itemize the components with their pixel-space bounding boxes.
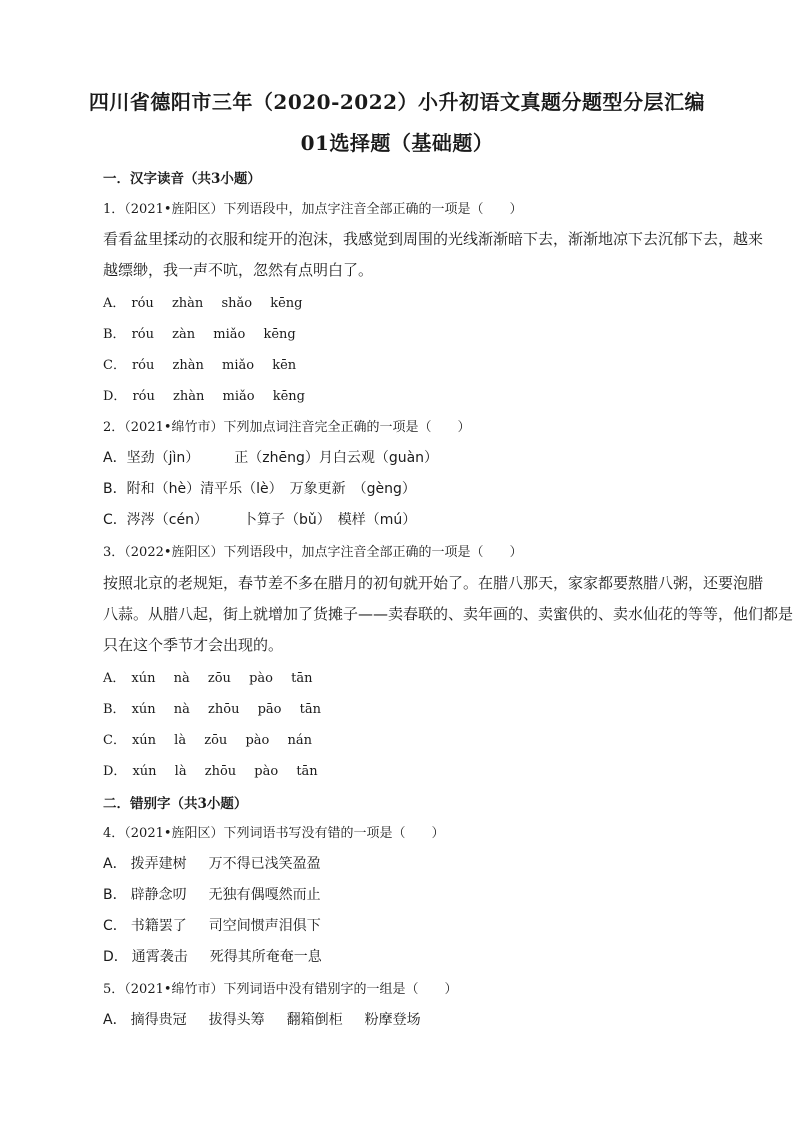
option-label: C． (103, 918, 127, 934)
pinyin-item: zhàn (173, 389, 205, 404)
question-1-option-c (103, 354, 723, 373)
pinyin-item: tān (296, 764, 318, 779)
question-1-option-d (103, 385, 723, 404)
section-heading-pronunciation: 一．汉字读音（共3小题） (103, 171, 261, 187)
question-3-option-b (103, 698, 723, 717)
question-3-passage-line2: 八蒜。从腊八起，街上就增加了货摊子——卖春联的、卖年画的、卖蜜供的、卖水仙花的等等，他们都是 (103, 605, 794, 623)
question-4-option-d (103, 946, 723, 966)
pinyin-item: pào (245, 733, 270, 748)
option-label: D． (103, 949, 128, 965)
pinyin-item: zàn (172, 327, 196, 342)
question-1-option-b (103, 323, 723, 342)
pinyin-item: tān (299, 702, 322, 717)
word-item: 拔得头筹 (208, 1012, 265, 1028)
pinyin-item: kēn (272, 358, 297, 373)
question-3-passage-line1: 按照北京的老规矩，春节差不多在腊月的初旬就开始了。在腊八那天，家家都要熬腊八粥，还要泡腊 (103, 574, 764, 592)
pinyin-item: zhōu (208, 702, 240, 717)
option-label: D． (103, 764, 127, 779)
question-4-option-a (103, 853, 723, 873)
option-label: A． (103, 450, 127, 466)
pinyin-item: shǎo (221, 296, 253, 311)
pinyin-item: pāo (257, 702, 282, 717)
question-1-option-a (103, 292, 723, 311)
word-item: 司空间惯声泪俱下 (208, 918, 321, 934)
pinyin-item: kēng (272, 389, 305, 404)
pinyin-item: róu (131, 327, 154, 342)
pinyin-item: xún (131, 733, 157, 748)
pinyin-item: nán (287, 733, 312, 748)
pinyin-item: zhōu (204, 764, 237, 779)
pinyin-item: pào (249, 671, 273, 686)
question-5-stem: 5．（2021•绵竹市）下列词语中没有错别字的一组是（ ） (103, 982, 458, 997)
pinyin-item: nà (173, 671, 190, 686)
doc-title-line1: 四川省德阳市三年（2020-2022）小升初语文真题分题型分层汇编 (88, 90, 706, 114)
pinyin-item: xún (131, 702, 156, 717)
pinyin-item: róu (132, 389, 155, 404)
question-2-option-b (103, 478, 723, 498)
question-4-stem: 4．（2021•旌阳区）下列词语书写没有错的一项是（ ） (103, 826, 445, 841)
question-4-option-b (103, 884, 723, 904)
section-heading-typos: 二．错别字（共3小题） (103, 796, 248, 812)
pinyin-item: róu (131, 358, 155, 373)
question-1-passage-line1: 看看盆里揉动的衣服和绽开的泡沫，我感觉到周围的光线渐渐暗下去，渐渐地凉下去沉郁下去，越来 (103, 230, 764, 248)
question-3-passage-line3: 只在这个季节才会出现的。 (103, 636, 284, 654)
option-text: 坚劲（jìn） 正（zhēng）月白云观（guàn） (126, 450, 439, 466)
option-text: 涔涔（cén） 卜算子（bǔ） 模样（mú） (126, 512, 417, 528)
pinyin-item: zhàn (172, 358, 204, 373)
word-item: 拨弄建树 (130, 856, 187, 872)
question-3-option-c (103, 729, 723, 748)
option-label: B． (103, 887, 127, 903)
option-label: C． (103, 358, 126, 373)
word-item: 死得其所奄奄一息 (209, 949, 322, 965)
question-1-passage-line2: 越缥缈，我一声不吭，忽然有点明白了。 (103, 261, 374, 279)
pinyin-item: miǎo (222, 358, 255, 373)
pinyin-item: zōu (204, 733, 228, 748)
word-item: 辟静念叨 (130, 887, 187, 903)
word-item: 无独有偶嘎然而止 (208, 887, 321, 903)
option-label: B． (103, 327, 126, 342)
pinyin-item: kēng (263, 327, 296, 342)
word-item: 万不得已浅笑盈盈 (208, 856, 321, 872)
question-3-option-a (103, 667, 723, 686)
option-label: A． (103, 671, 126, 686)
option-label: C． (103, 512, 127, 528)
word-item: 翻箱倒柜 (286, 1012, 343, 1028)
pinyin-item: miǎo (213, 327, 246, 342)
question-4-option-c (103, 915, 723, 935)
pinyin-item: nà (173, 702, 190, 717)
doc-title-line2: 01选择题（基础题） (300, 131, 494, 155)
option-text: 附和（hè）清平乐（lè） 万象更新 （gèng） (126, 481, 416, 497)
pinyin-item: tān (291, 671, 313, 686)
pinyin-item: là (174, 764, 187, 779)
pinyin-item: kēng (270, 296, 303, 311)
question-3-option-d (103, 760, 723, 779)
option-label: A． (103, 1012, 127, 1028)
word-item: 摘得贵冠 (130, 1012, 187, 1028)
word-item: 通霄袭击 (131, 949, 188, 965)
option-label: A． (103, 296, 126, 311)
pinyin-item: zōu (207, 671, 231, 686)
pinyin-item: xún (132, 764, 157, 779)
question-2-stem: 2．（2021•绵竹市）下列加点词注音完全正确的一项是（ ） (103, 420, 471, 435)
question-3-stem: 3．（2022•旌阳区）下列语段中，加点字注音全部正确的一项是（ ） (103, 545, 523, 560)
question-5-option-a (103, 1009, 723, 1029)
word-item: 书籍罢了 (130, 918, 187, 934)
pinyin-item: miǎo (222, 389, 255, 404)
question-1-stem: 1．（2021•旌阳区）下列语段中，加点字注音全部正确的一项是（ ） (103, 202, 523, 217)
pinyin-item: pào (254, 764, 279, 779)
pinyin-item: róu (131, 296, 154, 311)
option-label: B． (103, 702, 126, 717)
question-2-option-a (103, 447, 723, 467)
option-label: A． (103, 856, 127, 872)
question-2-option-c (103, 509, 723, 529)
pinyin-item: là (174, 733, 187, 748)
pinyin-item: xún (131, 671, 156, 686)
pinyin-item: zhàn (171, 296, 204, 311)
option-label: C． (103, 733, 126, 748)
option-label: D． (103, 389, 127, 404)
option-label: B． (103, 481, 127, 497)
word-item: 粉摩登场 (364, 1012, 421, 1028)
